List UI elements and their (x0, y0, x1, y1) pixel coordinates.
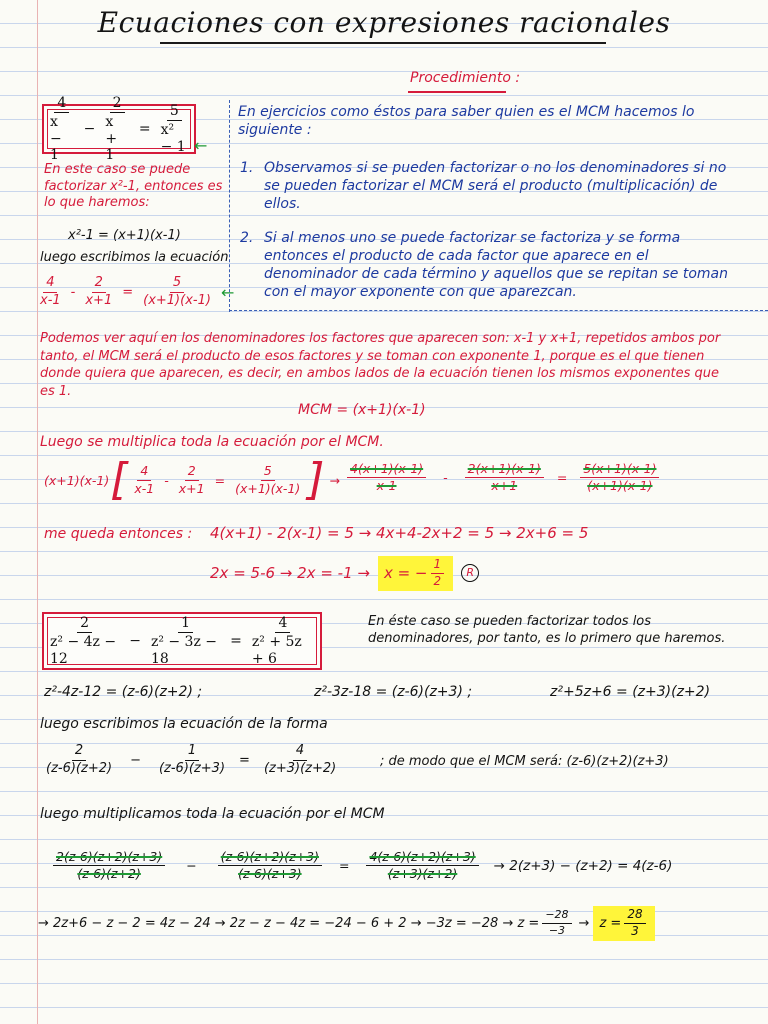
fraction (465, 462, 544, 494)
step1-number: 1. (240, 160, 254, 176)
example2-factor-1: z²-4z-12 = (z-6)(z+2) ; (44, 684, 203, 700)
fraction (102, 95, 132, 162)
example2-equation-box (42, 612, 322, 670)
fraction (249, 615, 317, 666)
math-part: 1 (431, 558, 445, 574)
fraction (431, 558, 445, 589)
fraction (232, 464, 303, 496)
math-part: 4 (293, 744, 307, 761)
example2-note: En éste caso se pueden factorizar todos los denominadores, por tanto, es lo primero que haremos. (368, 614, 726, 646)
step1-text: Observamos si se pueden factorizar o no los denominadores si no se pueden factorizar el MCM será el producto (multiplicación) de ellos. (264, 160, 727, 212)
example1-factorization: x²-1 = (x+1)(x-1) (68, 228, 181, 243)
math-part: 2 (72, 744, 86, 761)
math-part: − (129, 633, 141, 649)
math-part: x = − (383, 564, 428, 583)
example2-multiply-label: luego multiplicamos toda la ecuación por el MCM (40, 806, 385, 822)
math-part: −28 (542, 909, 571, 924)
math-part: 4 (54, 95, 69, 113)
example2-rewritten-equation (40, 744, 342, 777)
math-part: = (239, 752, 250, 768)
math-part: − (83, 121, 96, 137)
answer-mark-icon: R (461, 564, 479, 582)
math-part: 2(x+1)(x-1) (465, 462, 544, 478)
math-part: z² − 4z − 12 (50, 634, 117, 667)
math-part: = (214, 472, 226, 488)
example2-solve-line (38, 906, 655, 941)
math-part: 4(z-6)(z+2)(z+3) (366, 850, 478, 866)
fraction (43, 744, 115, 777)
math-part: (x+1)(x-1) (44, 472, 110, 488)
page-title: Ecuaciones con expresiones racionales (97, 6, 671, 39)
example1-multiplication (44, 454, 344, 505)
fraction (53, 850, 165, 882)
example1-remain-label: me queda entonces : (44, 526, 193, 542)
math-part: x+1 (85, 292, 113, 308)
fraction (140, 276, 214, 309)
math-part: = (230, 633, 242, 649)
fraction (131, 464, 157, 496)
example1-equation-box (42, 95, 196, 163)
math-part: 2 (185, 464, 199, 480)
example2-factor-3: z²+5z+6 = (z+3)(z+2) (550, 684, 711, 700)
fraction (158, 103, 191, 154)
math-part: 4 (275, 615, 290, 633)
math-part: (z+3)(z+2) (263, 760, 337, 776)
math-part: 2(z-6)(z+2)(z+3) (53, 850, 165, 866)
math-part: x-1 (376, 478, 397, 494)
example1-rewritten-equation (34, 276, 234, 309)
example1-explanation: Podemos ver aquí en los denominadores los factores que aparecen son: x-1 y x+1, repetidos ambos por tanto, el MCM será el producto de esos factores y se toman con exponente 1, porque es el que tienen donde quiera que aparecen, es decir, en ambos lados de la ecuación tienen los mismos exponentes que es 1. (40, 331, 721, 399)
math-part: (x+1)(x-1) (143, 292, 211, 308)
math-part: 5 (170, 276, 184, 293)
math-part: 2x = 5-6 → 2x = -1 → (210, 564, 370, 583)
math-part: x+1 (178, 480, 205, 496)
fraction (82, 276, 115, 309)
math-part: 5 (167, 103, 182, 121)
arrow-left-icon: ← (220, 282, 235, 302)
arrow-left-icon: ← (194, 136, 208, 155)
fraction (37, 276, 64, 309)
procedure-intro: En ejercicios como éstos para saber quien es el MCM hacemos lo siguiente : (238, 104, 695, 138)
math-part: → 2z+6 − z − 2 = 4z − 24 → 2z − z − 4z = −24 − 6 + 2 → −3z = −28 → z = (38, 915, 540, 931)
math-part: x-1 (40, 292, 61, 308)
fraction (47, 615, 122, 666)
math-part: = (338, 858, 350, 874)
fraction (176, 464, 208, 496)
math-part: (z-6)(z+2) (46, 760, 113, 776)
fraction (580, 462, 659, 494)
math-part: = (556, 470, 568, 486)
math-part: 2 (77, 615, 92, 633)
example1-remain-equation: 4(x+1) - 2(x-1) = 5 → 4x+4-2x+2 = 5 → 2x+6 = 5 (210, 524, 589, 542)
title-underline (160, 42, 606, 44)
math-part: 3 (631, 923, 639, 938)
math-part: (z+3)(z+2) (387, 866, 458, 882)
math-part: (z-6)(z+2)(z+3) (218, 850, 322, 866)
fraction (347, 462, 426, 494)
math-part: 4 (137, 464, 151, 480)
fraction (47, 95, 77, 162)
example1-answer (378, 556, 453, 591)
example2-mcm: ; de modo que el MCM será: (z-6)(z+2)(z+3) (380, 754, 669, 769)
math-part: −3 (548, 923, 566, 937)
math-part: 2 (433, 573, 442, 588)
example1-rewrite-label: luego escribimos la ecuación (40, 250, 229, 265)
math-part: − (130, 752, 141, 768)
math-part: = (122, 284, 134, 300)
fraction (542, 909, 571, 937)
procedure-heading: Procedimiento : (410, 70, 521, 86)
math-part: z² − 3z − 18 (150, 634, 218, 667)
example2-answer (593, 906, 654, 941)
math-part: z = (599, 915, 622, 931)
math-part: - (443, 470, 448, 486)
math-part: [ (110, 454, 128, 505)
math-part: 1 (178, 615, 193, 633)
fraction (261, 744, 339, 777)
math-part: (z-6)(z+2) (77, 866, 141, 882)
math-part: 28 (624, 908, 645, 924)
math-part: 1 (185, 744, 199, 761)
math-part: 5(x+1)(x-1) (580, 462, 659, 478)
math-part: → 2(z+3) − (z+2) = 4(z-6) (493, 857, 673, 874)
math-part: x-1 (134, 480, 155, 496)
fraction (366, 850, 478, 882)
example1-note: En este caso se puede factorizar x²-1, entonces es lo que haremos: (44, 162, 223, 211)
fraction (218, 850, 322, 882)
math-part: x+1 (491, 478, 518, 494)
math-part: (x+1)(x-1) (587, 478, 653, 494)
example2-multiplied-result (50, 850, 672, 882)
math-part: - (164, 472, 169, 488)
math-part: 2 (92, 276, 106, 293)
math-part: (z-6)(z+3) (238, 866, 302, 882)
math-part: → (578, 915, 590, 931)
math-part: 4 (43, 276, 57, 293)
procedure-underline (408, 91, 506, 93)
math-part: - (70, 284, 76, 300)
math-part: x + 1 (105, 114, 118, 163)
step2-text: Si al menos uno se puede factorizar se factoriza y se forma entonces el producto de cada factor que aparece en el denominador de cada término y aquellos que se repitan se toman con el mayor exponente con que aparezcan. (264, 230, 728, 300)
math-part: 4(x+1)(x-1) (347, 462, 426, 478)
math-part: z² + 5z + 6 (251, 634, 302, 667)
math-part: x − 1 (50, 114, 62, 163)
dashed-divider-horizontal (229, 310, 768, 311)
example2-rewrite-label: luego escribimos la ecuación de la forma (40, 716, 328, 732)
fraction (156, 744, 228, 777)
example1-solve-line (210, 556, 479, 591)
fraction (148, 615, 223, 666)
example1-multiplied-result (344, 462, 662, 494)
math-part: 5 (261, 464, 275, 480)
step2-number: 2. (240, 230, 254, 246)
math-part: − (186, 858, 197, 874)
math-part: ] (307, 454, 325, 505)
math-part: (x+1)(x-1) (235, 480, 301, 496)
math-part: x² − 1 (160, 122, 186, 155)
math-part: (z-6)(z+3) (158, 760, 226, 776)
math-part: 2 (110, 95, 125, 113)
math-part: = (138, 121, 151, 137)
example1-multiply-label: Luego se multiplica toda la ecuación por el MCM. (40, 434, 384, 450)
example2-factor-2: z²-3z-18 = (z-6)(z+3) ; (314, 684, 473, 700)
example1-mcm: MCM = (x+1)(x-1) (298, 402, 426, 418)
math-part: → (329, 472, 340, 488)
fraction (624, 908, 645, 939)
